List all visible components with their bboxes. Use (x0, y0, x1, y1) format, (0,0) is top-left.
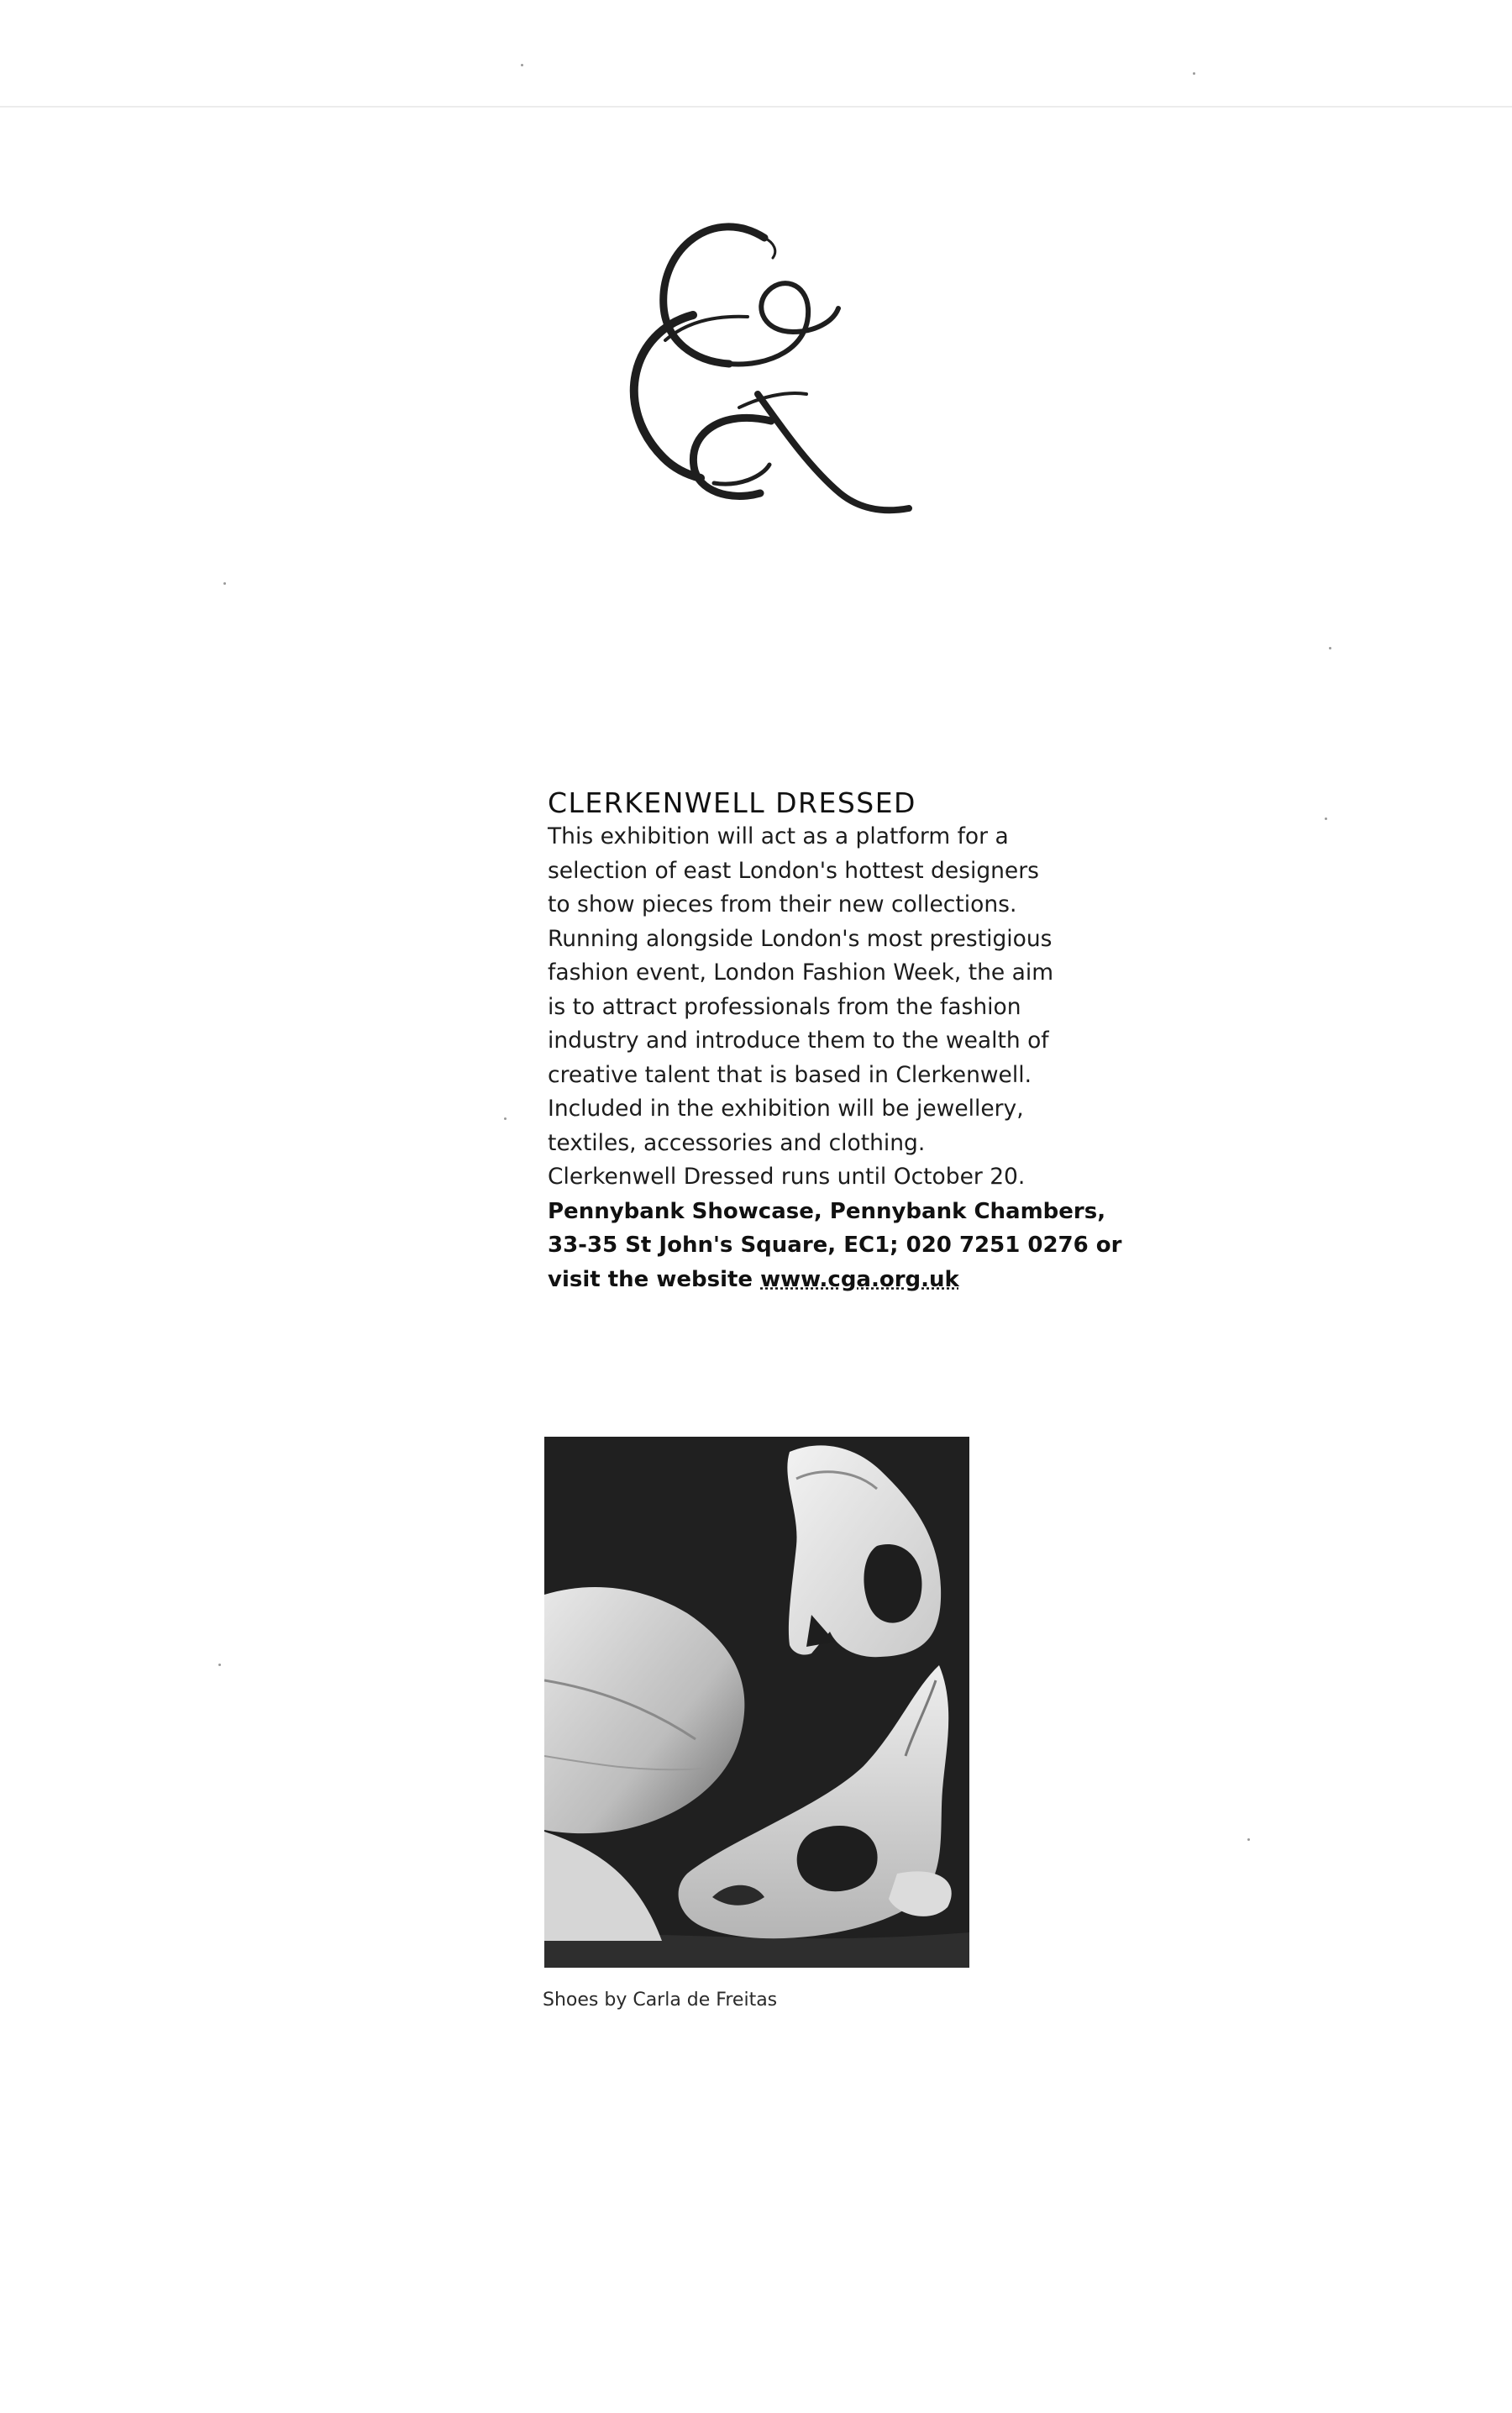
venue-line: 33-35 St John's Square, EC1; 020 7251 0276 or (548, 1233, 1122, 1258)
article-body-line: industry and introduce them to the wealth of (548, 1028, 1049, 1054)
scan-speck (1247, 1838, 1250, 1841)
scan-edge-line (0, 106, 1512, 108)
article-body-line: selection of east London's hottest designers (548, 857, 1039, 884)
article-body-line: Included in the exhibition will be jewellery, (548, 1096, 1024, 1122)
shoes-photo (544, 1437, 969, 1968)
venue-line: Pennybank Showcase, Pennybank Chambers, (548, 1198, 1106, 1224)
scan-speck (218, 1664, 221, 1666)
article (548, 786, 1136, 1296)
photo-caption: Shoes by Carla de Freitas (543, 1990, 778, 2011)
scan-speck (1325, 817, 1327, 820)
article-body-line: Running alongside London's most prestigious (548, 925, 1053, 952)
website-line (548, 1263, 1136, 1297)
article-body-line: Clerkenwell Dressed runs until October 20. (548, 1164, 1026, 1190)
article-body-line: to show pieces from their new collections. (548, 891, 1017, 917)
scan-speck (521, 64, 523, 66)
scan-speck (223, 582, 226, 585)
website-prefix: visit the website (548, 1266, 753, 1292)
scan-speck (504, 1117, 507, 1120)
scan-speck (1329, 647, 1331, 649)
article-body-line: creative talent that is based in Clerkenwell. (548, 1061, 1032, 1088)
article-body-line: This exhibition will act as a platform for a (548, 823, 1009, 849)
article-body-line: fashion event, London Fashion Week, the aim (548, 959, 1054, 986)
article-body-line: textiles, accessories and clothing. (548, 1129, 926, 1156)
website-link[interactable]: www.cga.org.uk (760, 1266, 959, 1292)
venue-details (548, 1195, 1136, 1297)
scan-speck (1193, 72, 1195, 75)
article-title: CLERKENWELL DRESSED (548, 786, 916, 819)
article-body (548, 820, 1136, 1195)
article-body-line: is to attract professionals from the fashion (548, 993, 1021, 1020)
cga-monogram-logo (613, 214, 916, 534)
